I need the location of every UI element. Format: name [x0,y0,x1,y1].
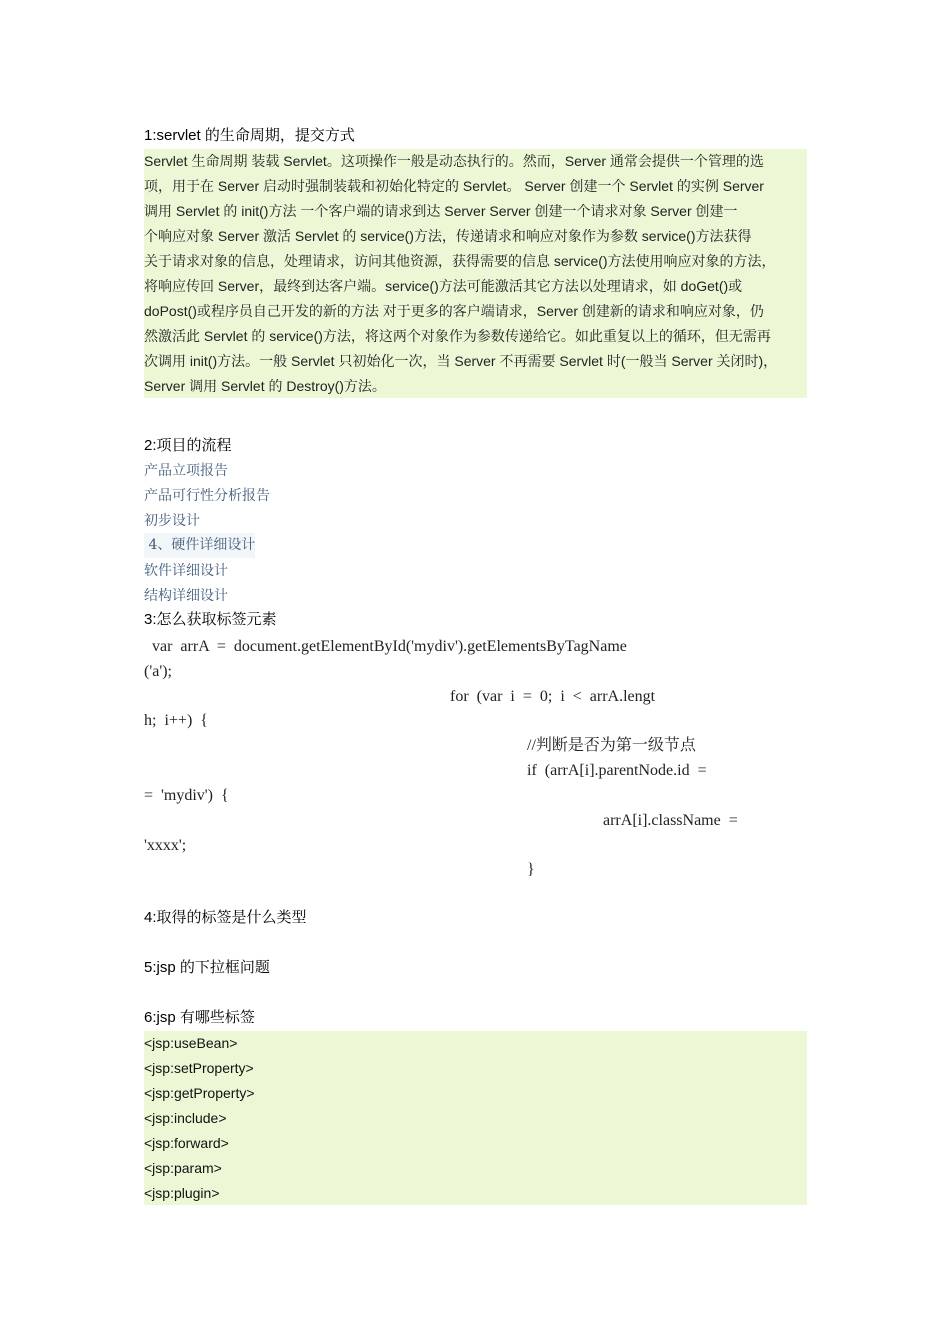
section-6-heading: 6:jsp 有哪些标签 [144,1009,255,1026]
jsp-tag-item: <jsp:useBean> [144,1035,238,1051]
section-5-heading: 5:jsp 的下拉框问题 [144,959,270,976]
paragraph-line: doPost()或程序员自己开发的新的方法 对于更多的客户端请求，Server 创建新的请求和响应对象，仍 [144,303,764,319]
code-line: h; i++) { [144,712,208,729]
code-line: var arrA = document.getElementById('mydiv').getElementsByTagName [144,638,627,655]
flow-item-link[interactable]: 产品立项报告 [144,463,228,479]
jsp-tag-item: <jsp:setProperty> [144,1060,254,1076]
flow-item-link[interactable]: 4、硬件详细设计 [144,533,255,558]
paragraph-line: 调用 Servlet 的 init()方法 一个客户端的请求到达 Server Server 创建一个请求对象 Server 创建一 [144,203,738,219]
paragraph-line: Servlet 生命周期 装载 Servlet。这项操作一般是动态执行的。然而，Server 通常会提供一个管理的选 [144,153,764,169]
paragraph-line: 关于请求对象的信息，处理请求，访问其他资源，获得需要的信息 service()方法使用响应对象的方法， [144,253,776,269]
paragraph-line: 次调用 init()方法。一般 Servlet 只初始化一次，当 Server 不再需要 Servlet 时(一般当 Server 关闭时)， [144,353,778,369]
jsp-tag-item: <jsp:forward> [144,1135,229,1151]
flow-item-link[interactable]: 软件详细设计 [144,563,228,579]
jsp-tag-item: <jsp:getProperty> [144,1085,255,1101]
paragraph-line: 项，用于在 Server 启动时强制装载和初始化特定的 Servlet。 Server 创建一个 Servlet 的实例 Server [144,178,764,194]
jsp-tag-item: <jsp:param> [144,1160,222,1176]
jsp-tag-item: <jsp:include> [144,1110,227,1126]
paragraph-line: Server 调用 Servlet 的 Destroy()方法。 [144,378,386,394]
code-line: for (var i = 0; i < arrA.lengt [450,688,656,705]
jsp-tag-item: <jsp:plugin> [144,1185,220,1201]
code-line: 'xxxx'; [144,837,187,854]
flow-item-link[interactable]: 产品可行性分析报告 [144,488,270,504]
jsp-tags-highlight [144,1031,807,1205]
paragraph-line: 个响应对象 Server 激活 Servlet 的 service()方法，传递请求和响应对象作为参数 service()方法获得 [144,228,752,244]
flow-item-link[interactable]: 初步设计 [144,513,200,529]
section-2-heading: 2:项目的流程 [144,437,232,454]
flow-item-link[interactable]: 结构详细设计 [144,588,228,604]
section-1-highlight [144,149,807,398]
section-4-heading: 4:取得的标签是什么类型 [144,909,307,926]
code-line: arrA[i].className = [603,812,738,829]
paragraph-line: 将响应传回 Server，最终到达客户端。service()方法可能激活其它方法以处理请求，如 doGet()或 [144,278,743,294]
section-3-heading: 3:怎么获取标签元素 [144,611,277,628]
paragraph-line: 然激活此 Servlet 的 service()方法，将这两个对象作为参数传递给它。如此重复以上的循环，但无需再 [144,328,771,344]
code-line: //判断是否为第一级节点 [527,737,696,754]
code-line: ('a'); [144,663,172,680]
code-line: = 'mydiv') { [144,787,229,804]
section-1-heading: 1:servlet 的生命周期，提交方式 [144,127,355,144]
code-line: if (arrA[i].parentNode.id = [527,762,707,779]
code-line: } [527,861,535,878]
